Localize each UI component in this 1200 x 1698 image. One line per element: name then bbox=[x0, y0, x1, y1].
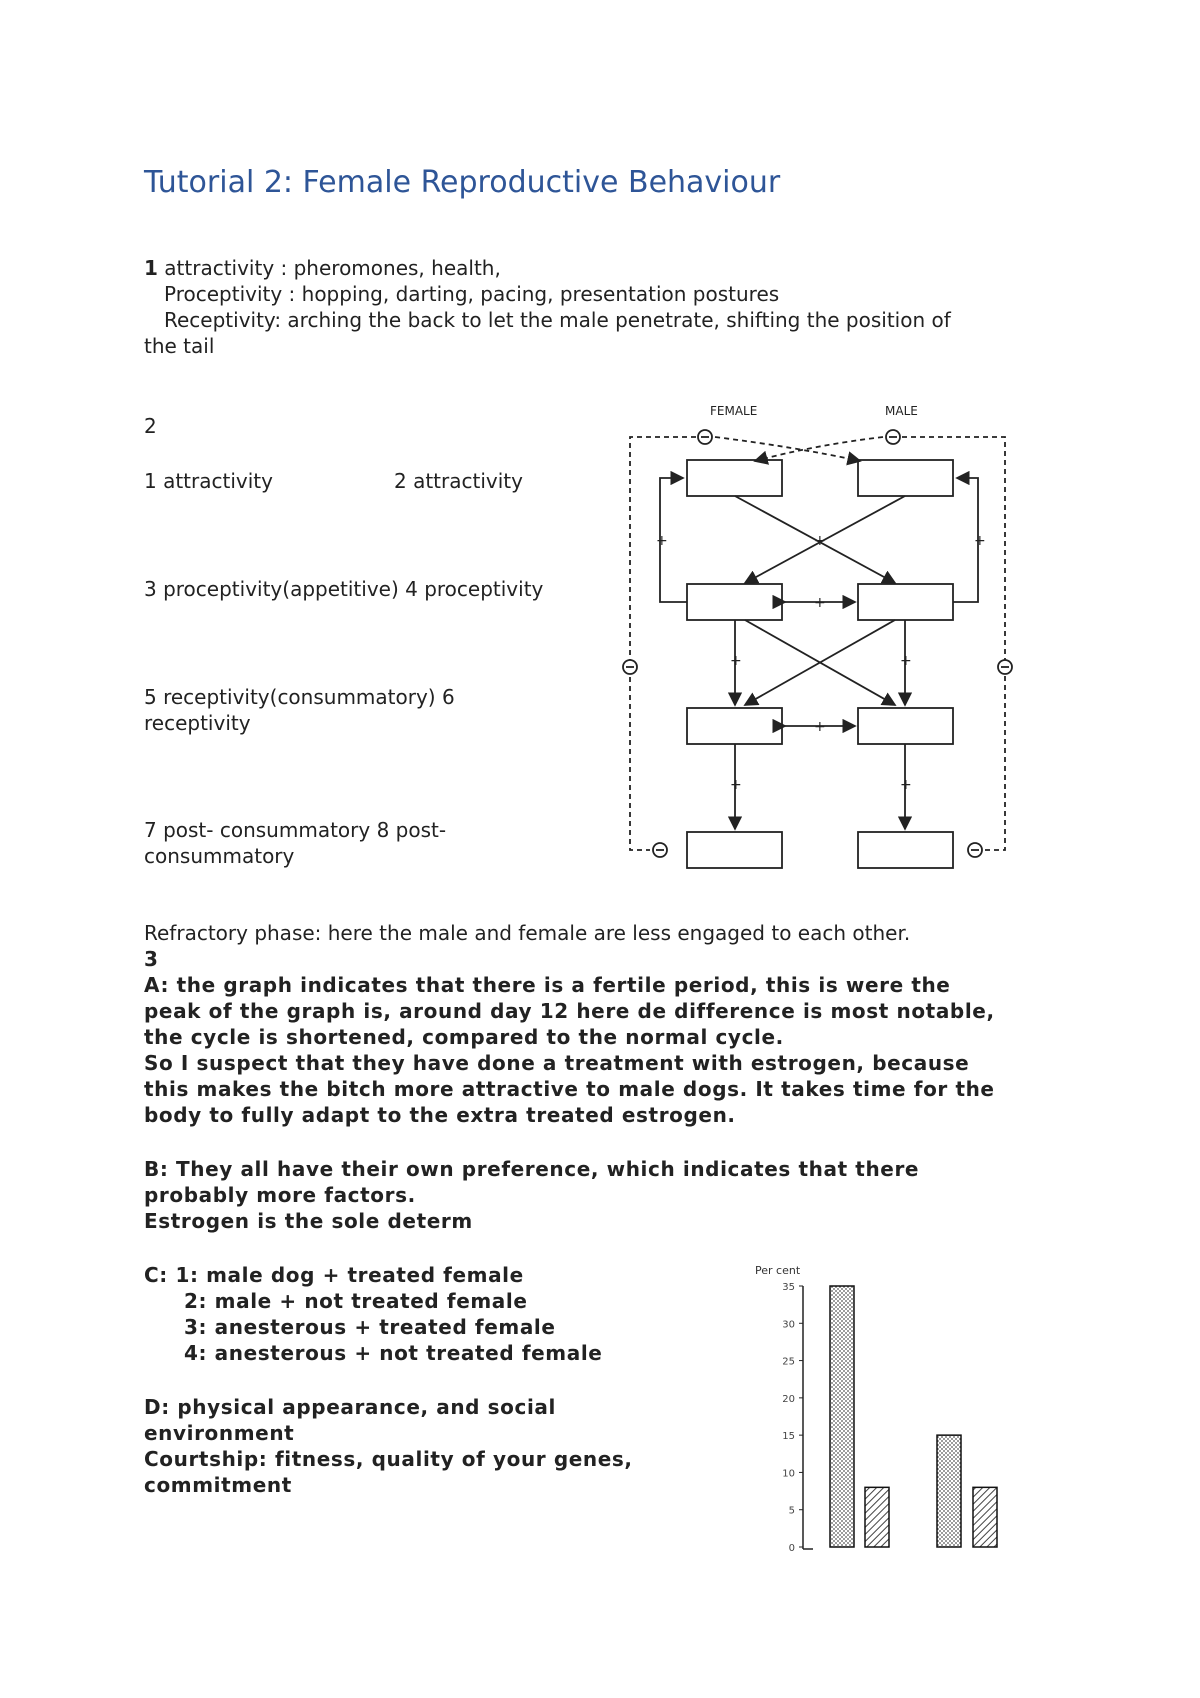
q1-line-2: Proceptivity : hopping, darting, pacing, presentation postures bbox=[164, 282, 780, 306]
plus-sign: + bbox=[730, 653, 742, 669]
plus-sign: + bbox=[656, 533, 668, 549]
q3-a-line: peak of the graph is, around day 12 here de difference is most notable, bbox=[144, 999, 995, 1023]
behaviour-flow-diagram bbox=[615, 395, 1025, 895]
q2-attractivity-1: 1 attractivity bbox=[144, 469, 273, 493]
q2-receptivity-line-1: 5 receptivity(consummatory) 6 bbox=[144, 685, 455, 709]
q1-line-3: Receptivity: arching the back to let the male penetrate, shifting the position of bbox=[164, 308, 951, 332]
chart-y-tick-label: 35 bbox=[782, 1282, 795, 1293]
q3-a-line: the cycle is shortened, compared to the normal cycle. bbox=[144, 1025, 784, 1049]
chart-bar-2 bbox=[865, 1487, 889, 1547]
female-feedback-loop bbox=[630, 437, 705, 850]
refractory-phase-text: Refractory phase: here the male and female are less engaged to each other. bbox=[144, 921, 911, 945]
q3-d-line: Courtship: fitness, quality of your genes, bbox=[144, 1447, 633, 1471]
q2-postconsummatory-line-2: consummatory bbox=[144, 844, 295, 868]
male-attractivity-box bbox=[858, 460, 953, 496]
female-attractivity-box bbox=[687, 460, 782, 496]
chart-y-tick-label: 25 bbox=[782, 1356, 795, 1368]
q3-d-line: D: physical appearance, and social bbox=[144, 1395, 556, 1419]
q1-attractivity-text: attractivity : pheromones, health, bbox=[157, 256, 501, 280]
chart-y-tick-label: 20 bbox=[782, 1393, 795, 1405]
female-receptivity-box bbox=[687, 708, 782, 744]
chart-y-tick-label: 15 bbox=[782, 1431, 795, 1443]
male-receptivity-box bbox=[858, 708, 953, 744]
q3-number: 3 bbox=[144, 947, 159, 971]
q3-b-line: B: They all have their own preference, which indicates that there bbox=[144, 1157, 920, 1181]
q2-attractivity-2: 2 attractivity bbox=[394, 469, 523, 493]
q3-a-line: body to fully adapt to the extra treated estrogen. bbox=[144, 1103, 736, 1127]
chart-bar-1 bbox=[830, 1286, 854, 1547]
chart-bars bbox=[830, 1286, 997, 1547]
q2-number: 2 bbox=[144, 414, 157, 438]
chart-y-tick-label: 10 bbox=[782, 1468, 795, 1480]
q3-b-line: probably more factors. bbox=[144, 1183, 416, 1207]
chart-y-tick-label: 0 bbox=[788, 1543, 795, 1554]
q2-postconsummatory-line-1: 7 post- consummatory 8 post- bbox=[144, 818, 447, 842]
plus-sign: + bbox=[814, 533, 826, 549]
chart-y-tick-label: 5 bbox=[788, 1505, 795, 1517]
chart-y-label: Per cent bbox=[755, 1264, 801, 1277]
q3-a-line: So I suspect that they have done a treatment with estrogen, because bbox=[144, 1051, 970, 1075]
q2-proceptivity: 3 proceptivity(appetitive) 4 proceptivity bbox=[144, 577, 544, 601]
chart-y-tick-label: 30 bbox=[782, 1319, 795, 1331]
female-postconsummatory-box bbox=[687, 832, 782, 868]
q3-d-line: environment bbox=[144, 1421, 295, 1445]
page-title: Tutorial 2: Female Reproductive Behaviour bbox=[144, 165, 781, 200]
q3-a-line: this makes the bitch more attractive to male dogs. It takes time for the bbox=[144, 1077, 995, 1101]
q1-line-4: the tail bbox=[144, 334, 215, 358]
plus-sign: + bbox=[814, 719, 826, 735]
chart-y-axis bbox=[782, 1282, 813, 1554]
male-proceptivity-box bbox=[858, 584, 953, 620]
bar-chart bbox=[755, 1262, 1015, 1562]
q3-c-line: 2: male + not treated female bbox=[184, 1289, 528, 1313]
q3-c-line: 4: anesterous + not treated female bbox=[184, 1341, 603, 1365]
plus-sign: + bbox=[814, 595, 826, 611]
q2-receptivity-line-2: receptivity bbox=[144, 711, 251, 735]
q3-c-line: C: 1: male dog + treated female bbox=[144, 1263, 524, 1287]
male-postconsummatory-box bbox=[858, 832, 953, 868]
plus-sign: + bbox=[900, 777, 912, 793]
q3-b-line: Estrogen is the sole determ bbox=[144, 1209, 473, 1233]
q3-c-line: 3: anesterous + treated female bbox=[184, 1315, 556, 1339]
plus-sign: + bbox=[974, 533, 986, 549]
plus-sign: + bbox=[900, 653, 912, 669]
plus-sign: + bbox=[730, 777, 742, 793]
diagram-female-label: FEMALE bbox=[710, 404, 758, 418]
female-proceptivity-box bbox=[687, 584, 782, 620]
chart-bar-4 bbox=[973, 1487, 997, 1547]
q3-a-line: A: the graph indicates that there is a fertile period, this is were the bbox=[144, 973, 951, 997]
chart-bar-3 bbox=[937, 1435, 961, 1547]
diagram-male-label: MALE bbox=[885, 404, 918, 418]
q1-number: 1 bbox=[144, 256, 158, 280]
q1-line-1 bbox=[144, 255, 501, 281]
q3-d-line: commitment bbox=[144, 1473, 292, 1497]
